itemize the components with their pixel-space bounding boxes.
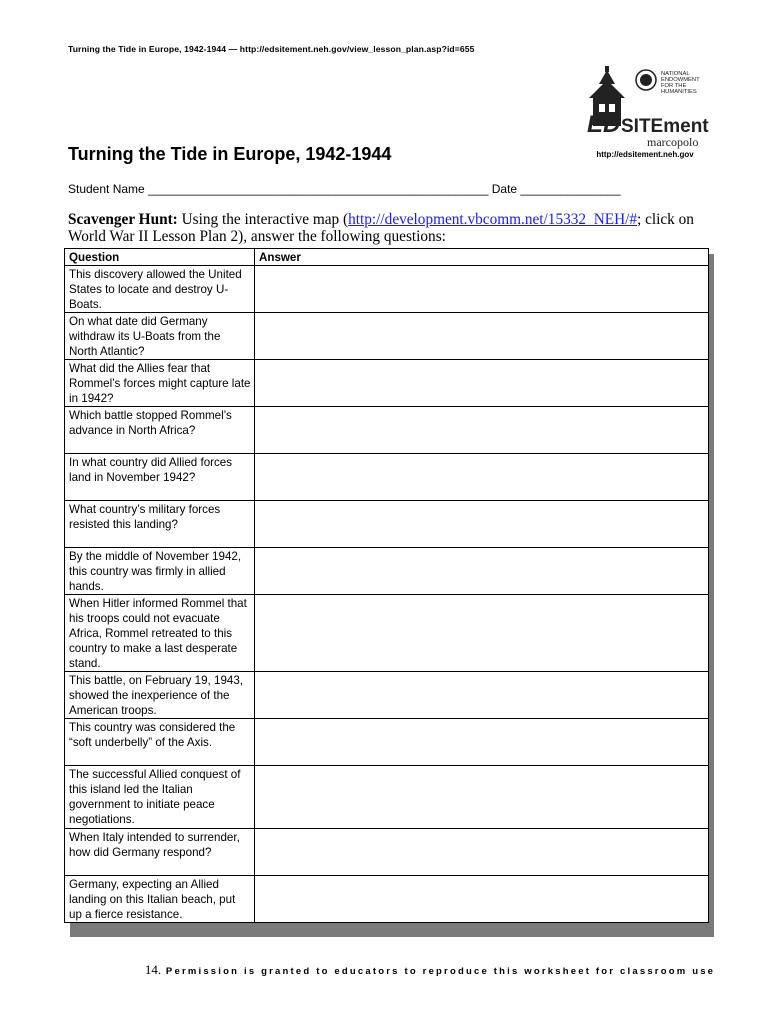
question-cell: In what country did Allied forces land in November 1942? bbox=[65, 454, 255, 501]
page-number: 14. bbox=[144, 962, 162, 977]
table-row bbox=[65, 407, 709, 454]
permission-note: Permission is granted to educators to reproduce this worksheet for classroom use bbox=[165, 966, 716, 977]
hunt-label: Scavenger Hunt: bbox=[68, 211, 178, 228]
table-row bbox=[65, 548, 709, 595]
svg-text:ED: ED bbox=[587, 111, 621, 138]
edsitement-logo bbox=[585, 66, 715, 162]
answer-cell[interactable] bbox=[255, 454, 709, 501]
svg-text:ENDOWMENT: ENDOWMENT bbox=[661, 77, 700, 83]
answer-cell[interactable] bbox=[255, 719, 709, 766]
table-row bbox=[65, 876, 709, 923]
table-row bbox=[65, 595, 709, 672]
question-cell: The successful Allied conquest of this island led the Italian government to initiate peace negotiations. bbox=[65, 766, 255, 829]
question-cell: By the middle of November 1942, this country was firmly in allied hands. bbox=[65, 548, 255, 595]
question-cell: When Hitler informed Rommel that his troops could not evacuate Africa, Rommel retreated to this country to make a last desperate stand. bbox=[65, 595, 255, 672]
question-table-wrap bbox=[64, 248, 708, 931]
answer-cell[interactable] bbox=[255, 266, 709, 313]
table-row bbox=[65, 360, 709, 407]
answer-cell[interactable] bbox=[255, 829, 709, 876]
hunt-text-after: ; click on World War II Lesson Plan 2), answer the following questions: bbox=[68, 211, 694, 245]
question-table bbox=[64, 248, 709, 923]
answer-cell[interactable] bbox=[255, 672, 709, 719]
question-cell: This discovery allowed the United States to locate and destroy U-Boats. bbox=[65, 266, 255, 313]
svg-text:SITEment: SITEment bbox=[621, 116, 709, 137]
question-cell: This country was considered the “soft underbelly” of the Axis. bbox=[65, 719, 255, 766]
student-name-date-line: Student Name ___________________________________________________ Date _______________ bbox=[68, 182, 621, 196]
table-row bbox=[65, 672, 709, 719]
answer-cell[interactable] bbox=[255, 407, 709, 454]
question-cell: This battle, on February 19, 1943, showed the inexperience of the American troops. bbox=[65, 672, 255, 719]
table-row bbox=[65, 454, 709, 501]
answer-cell[interactable] bbox=[255, 766, 709, 829]
question-cell: Germany, expecting an Allied landing on this Italian beach, put up a fierce resistance. bbox=[65, 876, 255, 923]
answer-cell[interactable] bbox=[255, 313, 709, 360]
question-cell: What did the Allies fear that Rommel’s forces might capture late in 1942? bbox=[65, 360, 255, 407]
running-header: Turning the Tide in Europe, 1942-1944 — http://edsitement.neh.gov/view_lesson_plan.asp?id=655 bbox=[68, 44, 475, 54]
table-row bbox=[65, 829, 709, 876]
logo-url: http://edsitement.neh.gov bbox=[596, 150, 694, 159]
question-cell: On what date did Germany withdraw its U-Boats from the North Atlantic? bbox=[65, 313, 255, 360]
answer-cell[interactable] bbox=[255, 360, 709, 407]
table-row bbox=[65, 719, 709, 766]
hunt-text-before: Using the interactive map ( bbox=[177, 211, 349, 228]
svg-text:HUMANITIES: HUMANITIES bbox=[661, 89, 697, 95]
answer-cell[interactable] bbox=[255, 501, 709, 548]
footer bbox=[120, 962, 740, 978]
table-header-row bbox=[65, 249, 709, 266]
scavenger-hunt-instructions bbox=[68, 211, 708, 245]
svg-text:NATIONAL: NATIONAL bbox=[661, 71, 690, 77]
answer-cell[interactable] bbox=[255, 876, 709, 923]
map-link[interactable]: http://development.vbcomm.net/15332_NEH/# bbox=[348, 211, 638, 228]
question-cell: What country’s military forces resisted this landing? bbox=[65, 501, 255, 548]
table-row bbox=[65, 313, 709, 360]
column-header-question: Question bbox=[65, 249, 255, 266]
table-row bbox=[65, 501, 709, 548]
column-header-answer: Answer bbox=[255, 249, 709, 266]
answer-cell[interactable] bbox=[255, 595, 709, 672]
svg-text:FOR THE: FOR THE bbox=[661, 83, 687, 89]
table-row bbox=[65, 766, 709, 829]
answer-cell[interactable] bbox=[255, 548, 709, 595]
svg-text:marcopolo: marcopolo bbox=[647, 135, 699, 149]
question-cell: When Italy intended to surrender, how did Germany respond? bbox=[65, 829, 255, 876]
page-title: Turning the Tide in Europe, 1942-1944 bbox=[68, 144, 392, 164]
question-cell: Which battle stopped Rommel’s advance in North Africa? bbox=[65, 407, 255, 454]
table-row bbox=[65, 266, 709, 313]
